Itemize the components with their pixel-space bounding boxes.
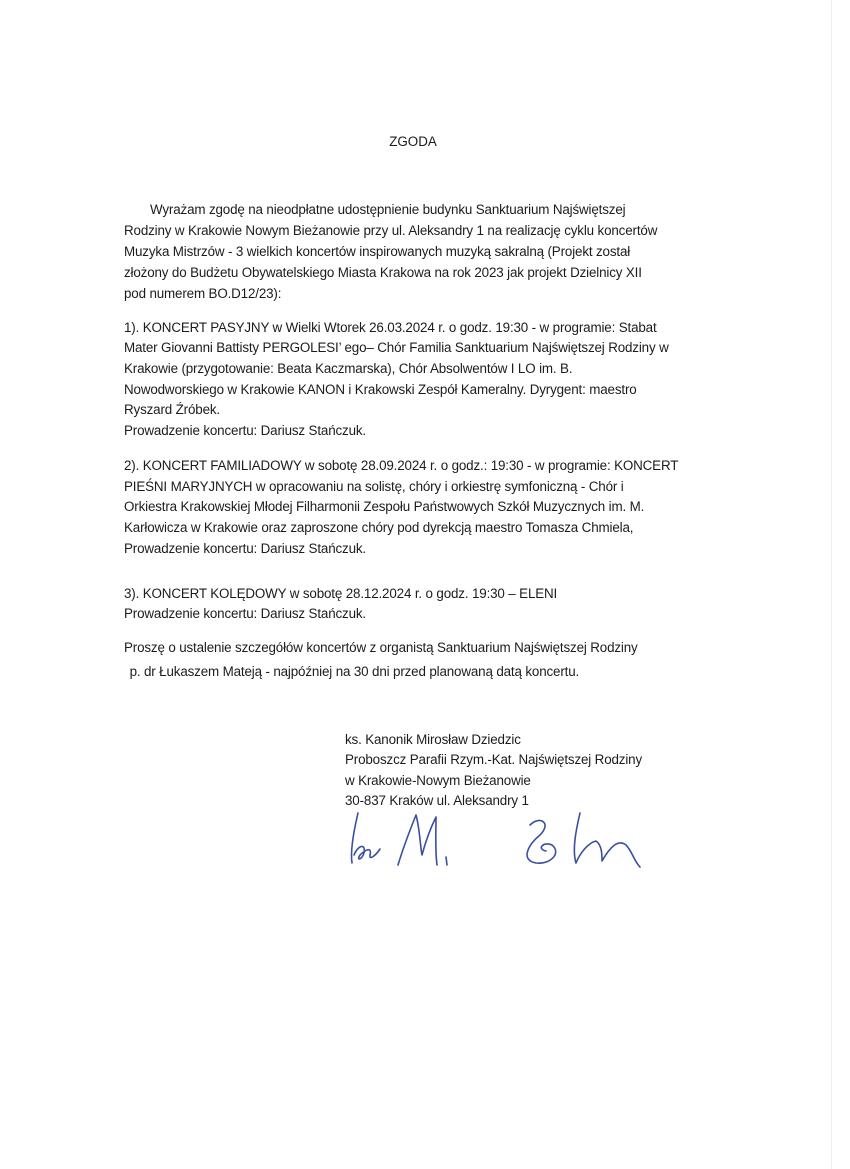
text-line: Prowadzenie koncertu: Dariusz Stańczuk. <box>124 541 366 556</box>
text-line: Orkiestra Krakowskiej Młodej Filharmonii Zespołu Państwowych Szkół Muzycznych im. M. <box>124 499 645 514</box>
text-line: złożony do Budżetu Obywatelskiego Miasta Krakowa na rok 2023 jak projekt Dzielnicy XII <box>124 265 642 280</box>
text-line: 3). KONCERT KOLĘDOWY w sobotę 28.12.2024 r. o godz. 19:30 – ELENI <box>124 586 558 601</box>
text-line: 1). KONCERT PASYJNY w Wielki Wtorek 26.03.2024 r. o godz. 19:30 - w programie: Stabat <box>124 320 657 335</box>
text-line: Karłowicza w Krakowie oraz zaproszone chóry pod dyrekcją maestro Tomasza Chmiela, <box>124 520 634 535</box>
text-line: 2). KONCERT FAMILIADOWY w sobotę 28.09.2024 r. o godz.: 19:30 - w programie: KONCERT <box>124 458 679 473</box>
text-line: Prowadzenie koncertu: Dariusz Stańczuk. <box>124 423 366 438</box>
page-edge <box>831 0 832 1169</box>
text-line: PIEŚNI MARYJNYCH w opracowaniu na solistę, chóry i orkiestrę symfoniczną - Chór i <box>124 479 624 494</box>
text-line: Prowadzenie koncertu: Dariusz Stańczuk. <box>124 606 366 621</box>
text-line: Krakowie (przygotowanie: Beata Kaczmarska), Chór Absolwentów I LO im. B. <box>124 361 573 376</box>
handwritten-signature <box>340 805 690 875</box>
text-line: p. dr Łukaszem Mateją - najpóźniej na 30 dni przed planowaną datą koncertu. <box>126 664 580 679</box>
signatory-name: ks. Kanonik Mirosław Dziedzic <box>345 732 521 747</box>
signatory-title: Proboszcz Parafii Rzym.-Kat. Najświętszej Rodziny <box>345 752 643 767</box>
text-line: Nowodworskiego w Krakowie KANON i Krakowski Zespół Kameralny. Dyrygent: maestro <box>124 382 637 397</box>
signatory-location: w Krakowie-Nowym Bieżanowie <box>345 773 531 788</box>
text-line: Muzyka Mistrzów - 3 wielkich koncertów inspirowanych muzyką sakralną (Projekt został <box>124 244 631 259</box>
text-line: Rodziny w Krakowie Nowym Bieżanowie przy ul. Aleksandry 1 na realizację cyklu koncertów <box>124 223 658 238</box>
signatory-address: 30-837 Kraków ul. Aleksandry 1 <box>345 793 529 808</box>
text-line: Wyrażam zgodę na nieodpłatne udostępnienie budynku Sanktuarium Najświętszej <box>150 202 626 217</box>
text-line: Ryszard Źróbek. <box>124 402 220 417</box>
text-line: Mater Giovanni Battisty PERGOLESI’ ego– Chór Familia Sanktuarium Najświętszej Rodziny w <box>124 340 669 355</box>
text-line: Proszę o ustalenie szczegółów koncertów z organistą Sanktuarium Najświętszej Rodziny <box>124 640 638 655</box>
text-line: pod numerem BO.D12/23): <box>124 286 282 301</box>
document-title: ZGODA <box>389 134 437 149</box>
